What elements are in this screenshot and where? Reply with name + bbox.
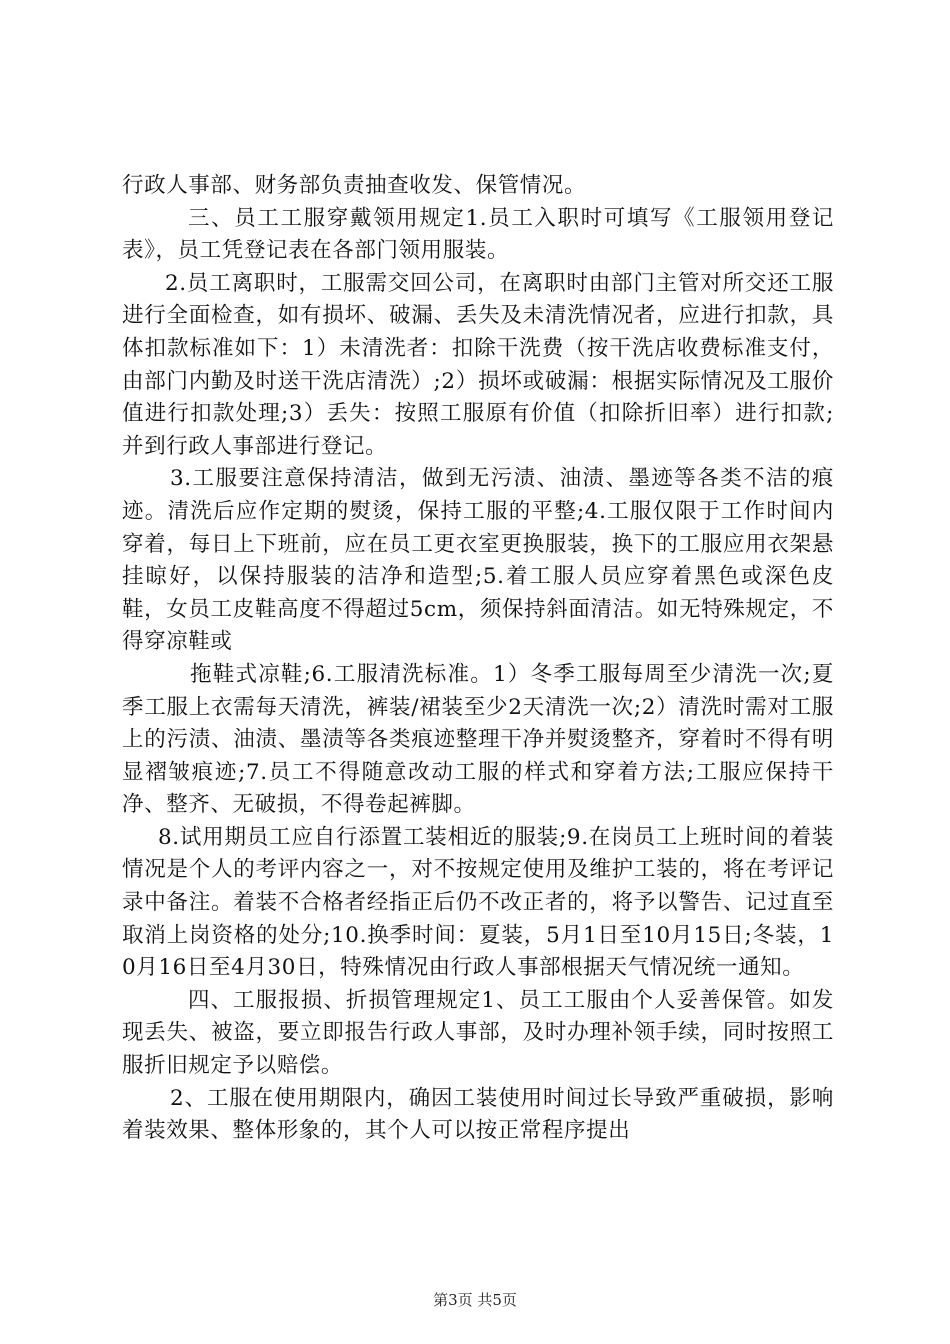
paragraph: 2.员工离职时，工服需交回公司，在离职时由部门主管对所交还工服进行全面检查，如有损坏、破漏、丢失及未清洗情况者，应进行扣款，具体扣款标准如下：1）未清洗者：扣除干洗费（按干洗店收费标准支付，由部门内勤及时送干洗店清洗）;2）损坏或破漏：根据实际情况及工服价值进行扣款处理;3）丢失：按照工服原有价值（扣除折旧率）进行扣款;并到行政人事部进行登记。 xyxy=(122,270,834,459)
paragraph: 三、员工工服穿戴领用规定1.员工入职时可填写《工服领用登记表》，员工凭登记表在各部门领用服装。 xyxy=(122,205,834,264)
document-body xyxy=(122,170,834,1148)
paragraph: 拖鞋式凉鞋;6.工服清洗标准。1）冬季工服每周至少清洗一次;夏季工服上衣需每天清洗，裤装/裙装至少2天清洗一次;2）清洗时需对工服上的污渍、油渍、墨渍等各类痕迹整理干净并熨烫整齐，穿着时不得有明显褶皱痕迹;7.员工不得随意改动工服的样式和穿着方法;工服应保持干净、整齐、无破损，不得卷起裤脚。 xyxy=(122,661,834,818)
page-number: 第3页 共5页 xyxy=(433,1291,517,1309)
paragraph: 8.试用期员工应自行添置工装相近的服装;9.在岗员工上班时间的着装情况是个人的考评内容之一，对不按规定使用及维护工装的，将在考评记录中备注。着装不合格者经指正后仍不改正者的，将予以警告、记过直至取消上岗资格的处分;10.换季时间：夏装，5月1日至10月15日;冬装，10月16日至4月30日，特殊情况由行政人事部根据天气情况统一通知。 xyxy=(122,824,834,981)
paragraph: 2、工服在使用期限内，确因工装使用时间过长导致严重破损，影响着装效果、整体形象的，其个人可以按正常程序提出 xyxy=(122,1085,834,1144)
paragraph: 行政人事部、财务部负责抽查收发、保管情况。 xyxy=(122,173,587,198)
paragraph: 3.工服要注意保持清洁，做到无污渍、油渍、墨迹等各类不洁的痕迹。清洗后应作定期的熨烫，保持工服的平整;4.工服仅限于工作时间内穿着，每日上下班前，应在员工更衣室更换服装，换下的工服应用衣架悬挂晾好，以保持服装的洁净和造型;5.着工服人员应穿着黑色或深色皮鞋，女员工皮鞋高度不得超过5cm，须保持斜面清洁。如无特殊规定，不得穿凉鞋或 xyxy=(122,466,834,655)
paragraph: 四、工服报损、折损管理规定1、员工工服由个人妥善保管。如发现丢失、被盗，要立即报告行政人事部，及时办理补领手续，同时按照工服折旧规定予以赔偿。 xyxy=(122,987,834,1079)
